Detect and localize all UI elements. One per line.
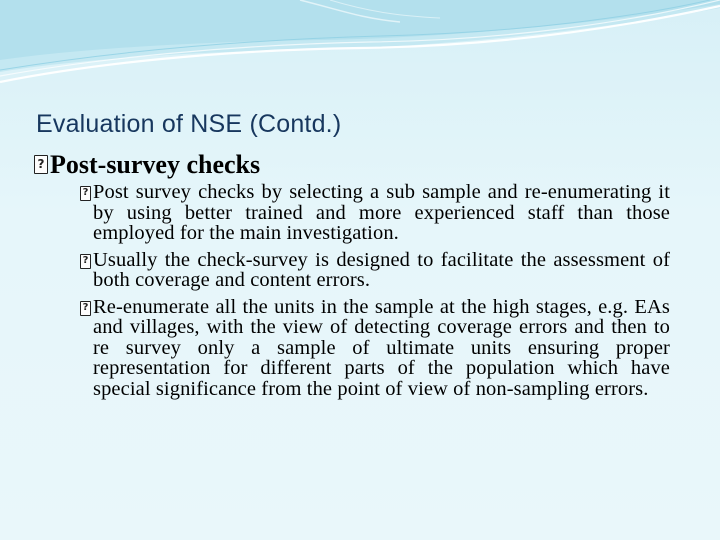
section-heading-label: Post-survey checks — [50, 150, 261, 179]
bullet-list — [80, 182, 670, 405]
list-item-text: Re-enumerate all the units in the sample at the high stages, e.g. EAs and villages, with the view of detecting coverage errors and then to re survey only a sample of ultimate units ensuring proper representation for different parts of the population which have special significance from the point of view of non-sampling errors. — [93, 295, 670, 400]
list-item — [80, 250, 670, 291]
missing-glyph-box-icon — [80, 301, 91, 316]
slide-title: Evaluation of NSE (Contd.) — [36, 110, 342, 138]
list-item-text: Post survey checks by selecting a sub sample and re-enumerating it by using better trained and more experienced staff than those employed for the main investigation. — [93, 181, 670, 244]
list-item — [80, 182, 670, 244]
list-item-text: Usually the check-survey is designed to facilitate the assessment of both coverage and content errors. — [93, 248, 670, 291]
missing-glyph-box-icon — [80, 186, 91, 201]
list-item — [80, 297, 670, 400]
header-wave-decoration — [0, 0, 720, 90]
section-heading — [34, 150, 260, 180]
missing-glyph-box-icon — [34, 155, 48, 174]
missing-glyph-box-icon — [80, 254, 91, 269]
